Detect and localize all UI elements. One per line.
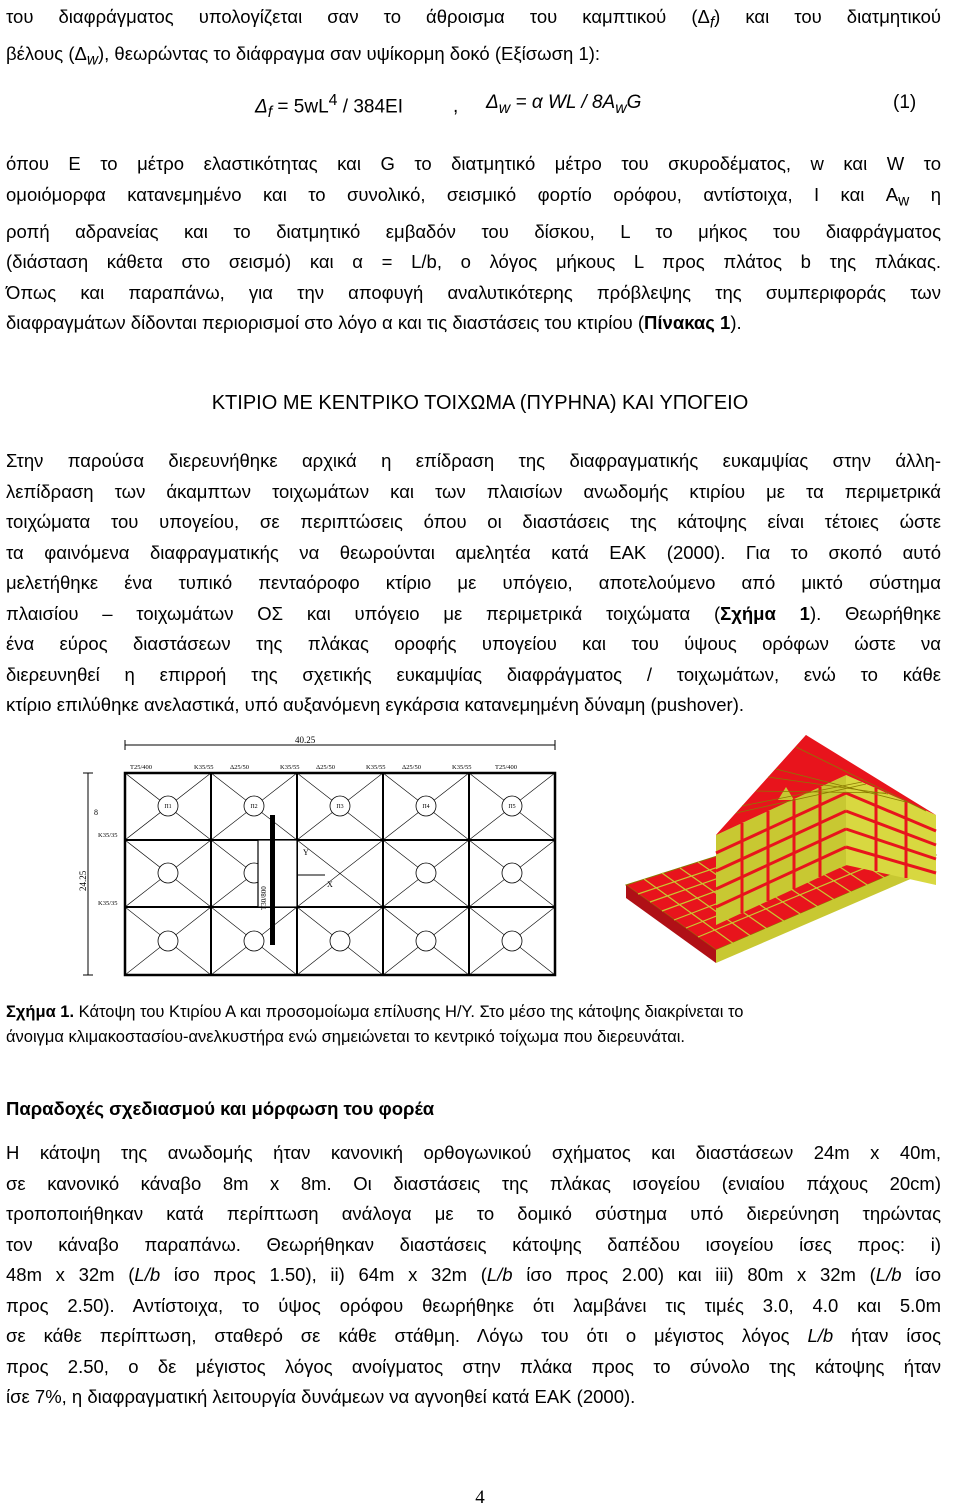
page-number: 4	[475, 1487, 485, 1508]
text-line: πλαισίου – τοιχωμάτων ΟΣ και υπόγειο με περιμετρικά τοιχώματα (Σχήμα 1). Θεωρήθηκε	[6, 602, 941, 624]
design-paragraph	[6, 1138, 941, 1413]
intro-paragraph	[6, 2, 941, 76]
slab-label: Π5	[508, 804, 516, 810]
member-label: K35/55	[366, 764, 386, 771]
figure-caption	[6, 1000, 958, 1050]
equation-number: (1)	[893, 92, 917, 113]
member-label: K35/35	[98, 900, 118, 907]
text-line: σε κανονικό κάναβο 8m x 8m. Οι διαστάσεις της πλάκας ισογείου (ενιαίου πάχους 20cm)	[6, 1172, 941, 1194]
text-line: τα φαινόμενα διαφραγματικής να θεωρούνται αμελητέα κατά ΕΑΚ (2000). Για το σκοπό αυτό	[6, 541, 941, 563]
dim-left-label: 24.25	[78, 870, 88, 891]
equation-flexural: $\Delta_f = 5wL^4 / 384EI$ ,	[255, 92, 459, 122]
member-label: T25/400	[130, 764, 153, 771]
slab-label: Π3	[336, 804, 344, 810]
text-line: Η κάτοψη της ανωδομής ήταν κανονική ορθογωνικού σχήματος και διαστάσεων 24m x 40m,	[6, 1142, 941, 1163]
text-line: 48m x 32m (L/b ίσο προς 1.50), ii) 64m x 32m (L/b ίσο προς 2.00) και iii) 80m x 32m (L/b ίσο	[6, 1264, 941, 1285]
text-line: διερευνηθεί η επιρροή της σχετικής ευκαμψίας διαφράγματος / τοιχωμάτων, ενώ το κάθε	[6, 663, 941, 685]
text-line: τοιχώματα του υπογείου, σε περιπτώσεις όπου οι διαστάσεις της κάτοψης είναι τέτοιες ώστε	[6, 511, 941, 532]
equation-1	[0, 92, 960, 122]
floor-plan-figure	[80, 735, 580, 990]
caption-line: άνοιγμα κλιμακοστασίου-ανελκυστήρα ενώ σημειώνεται το κεντρικό τοίχωμα που διερευνάται.	[6, 1028, 685, 1046]
equation-shear: $\Delta_w = \alpha$ WL / $8A_wG$	[486, 92, 642, 117]
text-line: τροποποιήθηκαν κατά περίπτωση ανάλογα με το δομικό σύστημα υπό διερεύνηση τηρώντας	[6, 1203, 941, 1224]
text-line: Όπως και παραπάνω, για την αποφυγή αναλυτικότερης πρόβλεψης της συμπεριφοράς των	[6, 281, 941, 303]
text-line: προς 2.50). Αντίστοιχα, το ύψος ορόφου θεωρήθηκε ότι λαμβάνει τις τιμές 3.0, 4.0 και 5.0m	[6, 1294, 941, 1316]
text-line: προς 2.50, ο δε μέγιστος λόγος ανοίγματος στην πλάκα προς το σύνολο της κάτοψης ήταν	[6, 1355, 941, 1377]
section-paragraph	[6, 446, 941, 721]
text-line: Στην παρούσα διερευνήθηκε αρχικά η επίδραση της διαφραγματικής ευκαμψίας στην άλλη-	[6, 450, 941, 471]
text-line: ίσε 7%, η διαφραγματική λειτουργία δυνάμεων να αγνοηθεί κατά ΕΑΚ (2000).	[6, 1386, 636, 1407]
text-line: του διαφράγματος υπολογίζεται σαν το άθροισμα του καμπτικού $(\Delta_f)$ και του διατμητικού	[6, 6, 942, 32]
text-line: σε κάθε περίπτωση, σταθερό σε κάθε στάθμη. Λόγω του ότι ο μέγιστος λόγος L/b ήταν ίσος	[6, 1325, 941, 1346]
text-line: ένα εύρος διαστάσεων της πλάκας οροφής υπογείου και του ύψους ορόφων ώστε να	[6, 633, 941, 654]
subsection-heading: Παραδοχές σχεδιασμού και μόρφωση του φορέα	[6, 1098, 435, 1119]
text-line: όπου E το μέτρο ελαστικότητας και G το διατμητικό μέτρο του σκυροδέματος, w και W το	[6, 153, 941, 174]
text-line: λεπίδραση των άκαμπτων τοιχωμάτων και των πλαισίων ανωδομής κτιρίου με τα περιμετρικά	[6, 480, 941, 502]
text-line: μελετήθηκε ένα τυπικό πενταόροφο κτίριο με υπόγειο, αποτελούμενο από μικτό σύστημα	[6, 572, 941, 593]
axis-x-label: X	[327, 880, 333, 889]
member-label: Δ25/50	[316, 764, 335, 771]
member-label: K35/35	[98, 832, 118, 839]
text-line: τον κάναβο παραπάνω. Θεωρήθηκαν διαστάσεις κάτοψης δαπέδου ισογείου ίσες προς: i)	[6, 1233, 941, 1255]
wall-label: T30/800	[260, 886, 268, 910]
text-line: ομοιόμορφα κατανεμημένο και το συνολικό, σεισμικό φορτίο ορόφου, αντίστοιχα, I και $A_w$ η	[6, 183, 941, 210]
text-line: ροπή αδρανείας και το διατμητικό εμβαδόν του δίσκου, L το μήκος του διαφράγματος	[6, 220, 941, 242]
member-label: Δ25/50	[230, 764, 249, 771]
member-label: T25/400	[495, 764, 518, 771]
text-line: διαφραγμάτων δίδονται περιορισμοί στο λόγο α και τις διαστάσεις του κτιρίου (Πίνακας 1).	[6, 312, 742, 334]
member-label: K35/55	[280, 764, 300, 771]
member-label: K35/55	[194, 764, 214, 771]
structural-model-figure	[596, 735, 941, 985]
caption-line: Σχήμα 1. Κάτοψη του Κτιρίου Α και προσομοίωμα επίλυσης Η/Υ. Στο μέσο της κάτοψης διακρίνεται το	[6, 1003, 744, 1021]
slab-label: Π1	[164, 804, 172, 810]
text-line: κτίριο επιλύθηκε ανελαστικά, υπό αυξανόμενη εγκάρσια κατανεμημένη δύναμη (pushover).	[6, 694, 745, 715]
member-label: Δ25/50	[402, 764, 421, 771]
section-heading: ΚΤΙΡΙΟ ΜΕ ΚΕΝΤΡΙΚΟ ΤΟΙΧΩΜΑ (ΠΥΡΗΝΑ) ΚΑΙ ΥΠΟΓΕΙΟ	[211, 392, 749, 414]
slab-label: Π2	[250, 804, 258, 810]
definitions-paragraph	[6, 149, 941, 339]
central-wall	[270, 815, 275, 945]
dim-left-top-label: 8	[94, 808, 98, 817]
dim-top-label: 40.25	[295, 735, 316, 745]
member-label: K35/55	[452, 764, 472, 771]
axis-y-label: Y	[303, 848, 309, 857]
text-line: (διάσταση κάθετα στο σεισμό) και α = L/b, ο λόγος μήκους L προς πλάτος b της πλάκας.	[6, 251, 941, 273]
text-line: βέλους $(\Delta_w)$, θεωρώντας το διάφραγμα σαν υψίκορμη δοκό (Εξίσωση 1):	[6, 43, 601, 69]
slab-label: Π4	[422, 804, 430, 810]
